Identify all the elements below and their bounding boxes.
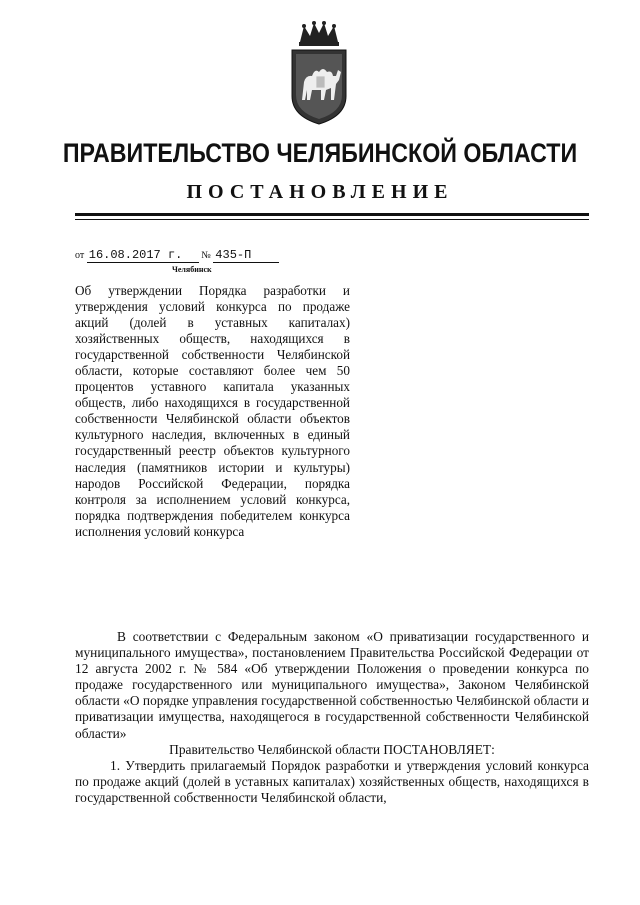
document-type-title: ПОСТАНОВЛЕНИЕ [186,181,454,203]
resolves-line: Правительство Челябинской области ПОСТАНОВЛЯЕТ: [169,741,495,757]
number-prefix: № [201,250,211,261]
header-divider-thin [75,219,589,220]
date-prefix: от [75,250,85,261]
item-1-paragraph: 1. Утвердить прилагаемый Порядок разработки и утверждения условий конкурса по продаже акций (долей в уставных капиталах) хозяйственных обществ, находящихся в государственной собственности Челябинской области, [75,757,589,805]
header-divider-thick [75,213,589,216]
government-title: ПРАВИТЕЛЬСТВО ЧЕЛЯБИНСКОЙ ОБЛАСТИ [62,138,578,168]
city-label: Челябинск [172,265,212,274]
preamble-paragraph: В соответствии с Федеральным законом «О приватизации государственного и муниципального имущества», постановлением Правительства Российской Федерации от 12 августа 2002 г. № 584 «Об утверждении Положения о проведении конкурса по продаже государственного или муниципального имущества», Законом Челябинской области «О порядке управления государственной собственностью Челябинской области и приватизации имущества, находящегося в государственной собственности Челябинской области» [75,629,589,741]
document-meta [75,249,279,263]
coat-of-arms-icon [288,20,350,126]
document-body [75,629,589,806]
document-subject: Об утверждении Порядка разработки и утверждения условий конкурса по продаже акций (долей в уставных капиталах) хозяйственных обществ, находящихся в государственной собственности Челябинской области, которые составляют более чем 50 процентов уставного капитала указанных обществ, либо находящихся в государственной собственности Челябинской области объектов культурного наследия, включенных в единый государственный реестр объектов культурного наследия (памятников истории и культуры) народов Российской Федерации, порядка контроля за исполнением условий конкурса, порядка подтверждения победителем конкурса исполнения условий конкурса [75,283,350,539]
document-number: 435-П [213,249,279,263]
document-date: 16.08.2017 г. [87,249,199,263]
